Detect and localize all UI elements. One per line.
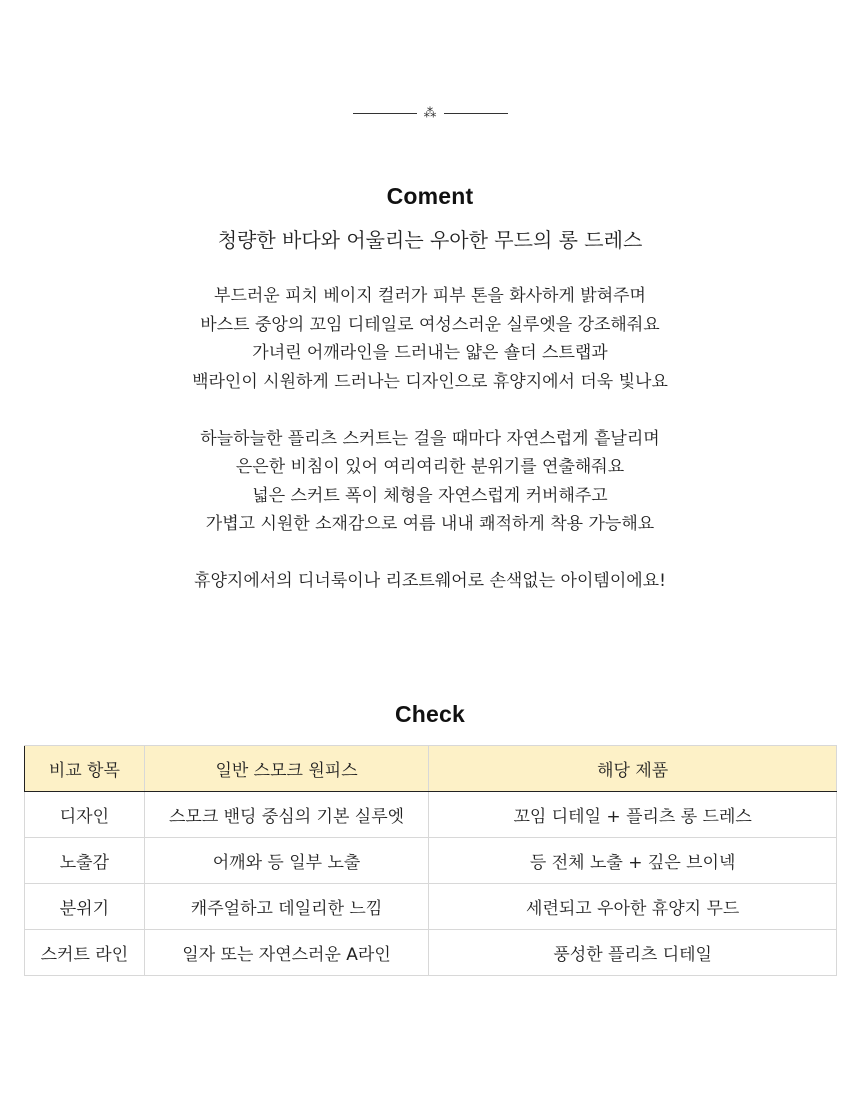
divider-line-left xyxy=(353,113,417,114)
coment-line: 넓은 스커트 폭이 체형을 자연스럽게 커버해주고 xyxy=(252,485,608,506)
coment-line: 가녀린 어깨라인을 드러내는 얇은 숄더 스트랩과 xyxy=(252,343,608,363)
coment-line: 하늘하늘한 플리츠 스커트는 걸을 때마다 자연스럽게 흩날리며 xyxy=(200,428,660,449)
table-cell: 분위기 xyxy=(25,884,145,930)
table-cell: 일자 또는 자연스러운 A라인 xyxy=(144,930,429,976)
section-divider xyxy=(0,103,860,123)
table-header-cell: 일반 스모크 원피스 xyxy=(144,746,429,792)
table-cell: 세련되고 우아한 휴양지 무드 xyxy=(429,884,837,930)
table-cell: 풍성한 플리츠 디테일 xyxy=(429,930,837,976)
table-cell: 등 전체 노출 + 깊은 브이넥 xyxy=(429,838,837,884)
table-cell: 어깨와 등 일부 노출 xyxy=(144,838,429,884)
table-row xyxy=(25,838,837,884)
table-row xyxy=(25,884,837,930)
coment-line: 바스트 중앙의 꼬임 디테일로 여성스러운 실루엣을 강조해줘요 xyxy=(200,314,660,335)
table-cell: 캐주얼하고 데일리한 느낌 xyxy=(144,884,429,930)
table-header-cell: 해당 제품 xyxy=(429,746,837,792)
table-cell: 꼬임 디테일 + 플리츠 롱 드레스 xyxy=(429,792,837,838)
table-header-row xyxy=(25,746,837,792)
coment-line: 부드러운 피치 베이지 컬러가 피부 톤을 화사하게 밝혀주며 xyxy=(214,286,646,306)
divider-line-right xyxy=(444,113,508,114)
coment-line: 은은한 비침이 있어 여리여리한 분위기를 연출해줘요 xyxy=(235,457,625,477)
table-cell: 스모크 밴딩 중심의 기본 실루엣 xyxy=(144,792,429,838)
paragraph-gap xyxy=(0,539,860,568)
coment-body xyxy=(0,282,860,596)
coment-subtitle: 청량한 바다와 어울리는 우아한 무드의 롱 드레스 xyxy=(217,228,643,252)
coment-line: 백라인이 시원하게 드러나는 디자인으로 휴양지에서 더욱 빛나요 xyxy=(192,371,668,392)
coment-title: Coment xyxy=(386,183,474,209)
table-header-cell: 비교 항목 xyxy=(25,746,145,792)
coment-line: 가볍고 시원한 소재감으로 여름 내내 쾌적하게 착용 가능해요 xyxy=(205,514,655,534)
paragraph-gap xyxy=(0,396,860,425)
table-cell: 노출감 xyxy=(25,838,145,884)
comparison-table xyxy=(24,745,837,976)
table-cell: 디자인 xyxy=(25,792,145,838)
table-cell: 스커트 라인 xyxy=(25,930,145,976)
asterism-icon: ⁂ xyxy=(423,105,437,121)
table-row xyxy=(25,792,837,838)
table-row xyxy=(25,930,837,976)
coment-line: 휴양지에서의 디너룩이나 리조트웨어로 손색없는 아이템이에요! xyxy=(194,571,666,591)
check-title: Check xyxy=(394,701,466,727)
